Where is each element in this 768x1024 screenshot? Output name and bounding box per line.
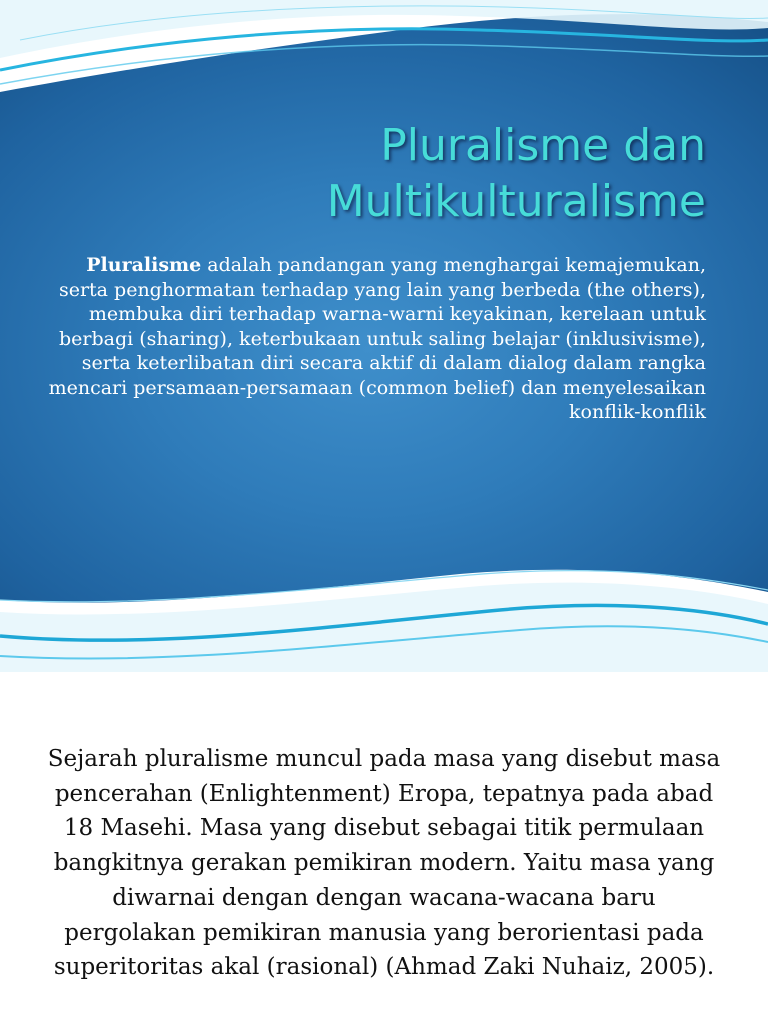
slide-2: [0, 672, 768, 1024]
history-paragraph: Sejarah pluralisme muncul pada masa yang disebut masa pencerahan (Enlightenment) Eropa, tepatnya pada abad 18 Masehi. Masa yang disebut sebagai titik permulaan bangkitnya gerakan pemikiran modern. Yaitu masa yang diwarnai dengan dengan wacana-wacana baru pergolakan pemikiran manusia yang berorientasi pada superitoritas akal (rasional) (Ahmad Zaki Nuhaiz, 2005).: [47, 746, 721, 981]
title-line-1: Pluralisme dan: [380, 120, 706, 171]
slide-title: [106, 118, 706, 230]
title-line-2: Multikulturalisme: [326, 176, 706, 227]
definition-paragraph: [46, 253, 706, 425]
definition-term: Pluralisme: [86, 254, 202, 276]
definition-text: adalah pandangan yang menghargai kemajemukan, serta penghormatan terhadap yang lain yang berbeda (the others), membuka diri terhadap warna-warni keyakinan, kerelaan untuk berbagi (sharing), keterbukaan untuk saling belajar (inklusivisme), serta keterlibatan diri secara aktif di dalam dialog dalam rangka mencari persamaan-persamaan (common belief) dan menyelesaikan konflik-konflik: [48, 254, 706, 423]
